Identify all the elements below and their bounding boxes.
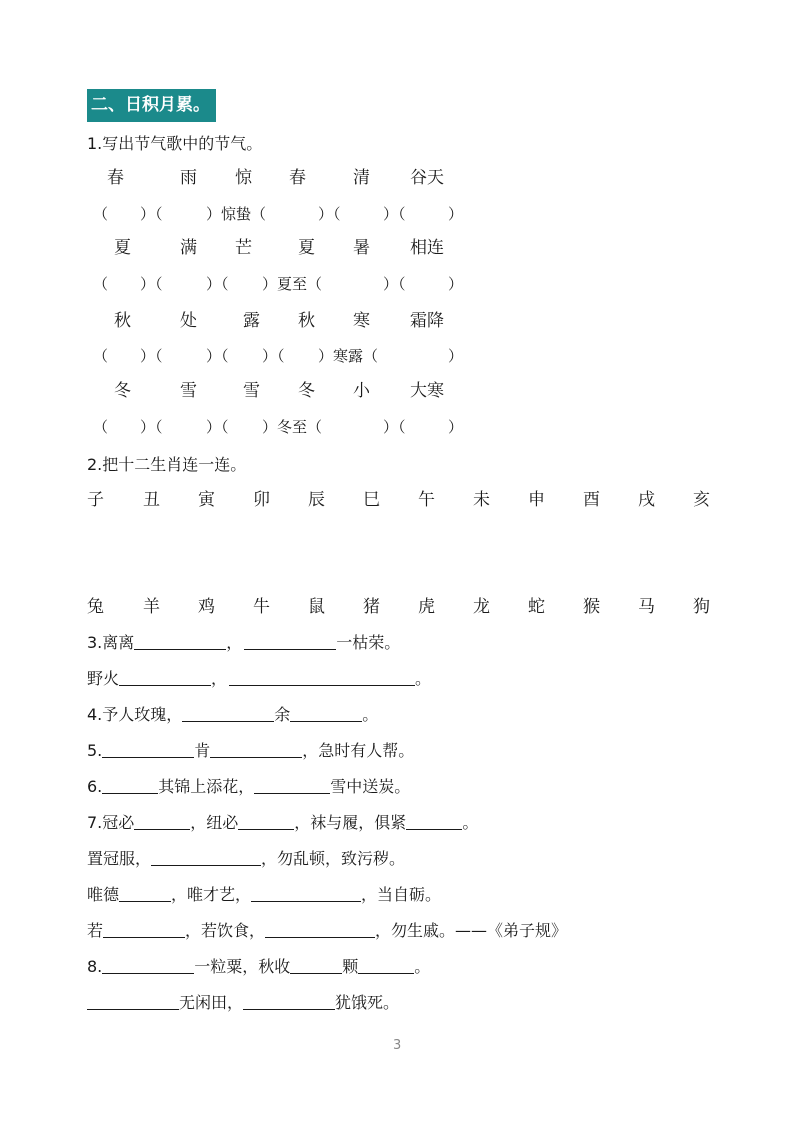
text: 其锦上添花， [158, 777, 255, 796]
animal-char: 虎 [418, 597, 435, 617]
paren: ）（ [206, 347, 229, 365]
paren: ）（ [383, 275, 406, 293]
answer-blank[interactable] [87, 993, 179, 1010]
q5-line [87, 740, 414, 762]
branch-char: 午 [418, 490, 435, 510]
term-char: 寒 [353, 311, 370, 331]
text: ，袜与履，俱紧 [294, 813, 407, 832]
animal-char: 蛇 [528, 597, 545, 617]
animal-char: 猪 [363, 597, 380, 617]
term-char: 芒 [235, 238, 252, 258]
answer-blank[interactable] [243, 993, 335, 1010]
q6-line [87, 776, 410, 798]
text: 野火 [87, 669, 120, 688]
paren: ）（ [140, 205, 163, 223]
text: ，若饮食， [185, 921, 266, 940]
answer-blank[interactable] [238, 813, 294, 830]
animal-char: 马 [638, 597, 655, 617]
branch-char: 戌 [638, 490, 655, 510]
paren: ）（ [262, 347, 285, 365]
q7-line2 [87, 848, 405, 870]
text: 。 [415, 669, 432, 688]
paren: ）（ [206, 275, 229, 293]
text: ，唯才艺， [171, 885, 252, 904]
paren: ）（ [140, 275, 163, 293]
answer-blank[interactable] [102, 741, 194, 758]
animal-char: 羊 [143, 597, 160, 617]
animal-char: 龙 [473, 597, 490, 617]
branch-char: 寅 [198, 490, 215, 510]
term-char: 冬 [298, 381, 315, 401]
text: 颗 [342, 957, 359, 976]
q2-title: 2.把十二生肖连一连。 [87, 455, 247, 474]
text: 5. [87, 741, 103, 760]
term-char: 处 [180, 311, 197, 331]
term-char: 满 [180, 238, 197, 258]
text: 无闲田， [179, 993, 244, 1012]
paren: ）（ [383, 205, 406, 223]
paren: ）夏至（ [262, 275, 323, 293]
text: ，勿生戚。——《弟子规》 [375, 921, 568, 940]
branch-char: 丑 [143, 490, 160, 510]
answer-blank[interactable] [290, 705, 362, 722]
branch-char: 未 [473, 490, 490, 510]
branch-char: 子 [87, 490, 104, 510]
term-char: 惊 [235, 168, 252, 188]
branch-char: 辰 [308, 490, 325, 510]
q7-line4 [87, 920, 567, 942]
answer-blank[interactable] [290, 957, 342, 974]
text: 肯 [194, 741, 211, 760]
paren: ）（ [140, 347, 163, 365]
term-char: 暑 [353, 238, 370, 258]
term-char: 霜降 [410, 311, 444, 331]
answer-blank[interactable] [102, 777, 158, 794]
answer-blank[interactable] [102, 957, 194, 974]
animal-char: 鸡 [198, 597, 215, 617]
branch-char: 亥 [693, 490, 710, 510]
term-char: 小 [353, 381, 370, 401]
answer-blank[interactable] [151, 849, 261, 866]
paren: ） [448, 275, 464, 293]
branch-char: 酉 [583, 490, 600, 510]
paren: ）（ [140, 418, 163, 436]
answer-blank[interactable] [103, 921, 185, 938]
answer-blank[interactable] [229, 669, 415, 686]
term-char: 雪 [243, 381, 260, 401]
term-char: 春 [107, 168, 124, 188]
q3-line2 [87, 668, 431, 690]
text: 若 [87, 921, 104, 940]
text: 3.离离 [87, 633, 135, 652]
paren: ） [448, 418, 464, 436]
q4-line [87, 704, 378, 726]
section-header: 二、日积月累。 [87, 89, 216, 122]
q8-line1 [87, 956, 430, 978]
answer-blank[interactable] [254, 777, 330, 794]
page-number: 3 [393, 1038, 402, 1053]
animal-char: 鼠 [308, 597, 325, 617]
term-char: 雨 [180, 168, 197, 188]
term-char: 春 [289, 168, 306, 188]
text: 雪中送炭。 [330, 777, 411, 796]
q7-line3 [87, 884, 441, 906]
text: 置冠服， [87, 849, 152, 868]
animal-char: 兔 [87, 597, 104, 617]
text: ， [226, 633, 243, 652]
term-char: 相连 [410, 238, 444, 258]
term-char: 夏 [298, 238, 315, 258]
q7-line1 [87, 812, 478, 834]
paren: ）惊蛰（ [206, 205, 267, 223]
paren: ）（ [383, 418, 406, 436]
answer-blank[interactable] [210, 741, 302, 758]
animal-char: 牛 [253, 597, 270, 617]
answer-blank[interactable] [119, 885, 171, 902]
text: 。 [414, 957, 431, 976]
q8-line2 [87, 992, 399, 1014]
paren: ）（ [206, 418, 229, 436]
paren: （ [93, 418, 109, 436]
text: 4.予人玫瑰， [87, 705, 183, 724]
answer-blank[interactable] [358, 957, 414, 974]
text: 6. [87, 777, 103, 796]
answer-blank[interactable] [119, 669, 211, 686]
answer-blank[interactable] [251, 885, 361, 902]
text: ， [211, 669, 228, 688]
animal-char: 猴 [583, 597, 600, 617]
term-char: 夏 [114, 238, 131, 258]
animal-char: 狗 [693, 597, 710, 617]
text: 7.冠必 [87, 813, 135, 832]
answer-blank[interactable] [134, 633, 226, 650]
q1-title: 1.写出节气歌中的节气。 [87, 134, 263, 153]
branch-char: 申 [528, 490, 545, 510]
text: ，当自砺。 [361, 885, 442, 904]
answer-blank[interactable] [182, 705, 274, 722]
paren: （ [93, 275, 109, 293]
paren: ） [448, 347, 464, 365]
text: ，勿乱顿，致污秽。 [261, 849, 406, 868]
answer-blank[interactable] [406, 813, 462, 830]
branch-char: 卯 [253, 490, 270, 510]
paren: ） [448, 205, 464, 223]
answer-blank[interactable] [265, 921, 375, 938]
text: 。 [362, 705, 379, 724]
paren: ）（ [318, 205, 341, 223]
term-char: 秋 [298, 311, 315, 331]
answer-blank[interactable] [244, 633, 336, 650]
text: 唯德 [87, 885, 120, 904]
q3-line1 [87, 632, 400, 654]
term-char: 雪 [180, 381, 197, 401]
text: 犹饿死。 [335, 993, 400, 1012]
text: 。 [462, 813, 479, 832]
text: 8. [87, 957, 103, 976]
paren: （ [93, 205, 109, 223]
term-char: 大寒 [410, 381, 444, 401]
term-char: 谷天 [410, 168, 444, 188]
term-char: 露 [243, 311, 260, 331]
text: 余 [274, 705, 291, 724]
paren: ）冬至（ [262, 418, 323, 436]
paren: ）寒露（ [318, 347, 379, 365]
text: 一粒粟，秋收 [194, 957, 291, 976]
term-char: 秋 [114, 311, 131, 331]
text: ，纽必 [190, 813, 239, 832]
answer-blank[interactable] [134, 813, 190, 830]
term-char: 冬 [114, 381, 131, 401]
term-char: 清 [353, 168, 370, 188]
branch-char: 巳 [363, 490, 380, 510]
text: ，急时有人帮。 [302, 741, 415, 760]
paren: （ [93, 347, 109, 365]
text: 一枯荣。 [336, 633, 401, 652]
